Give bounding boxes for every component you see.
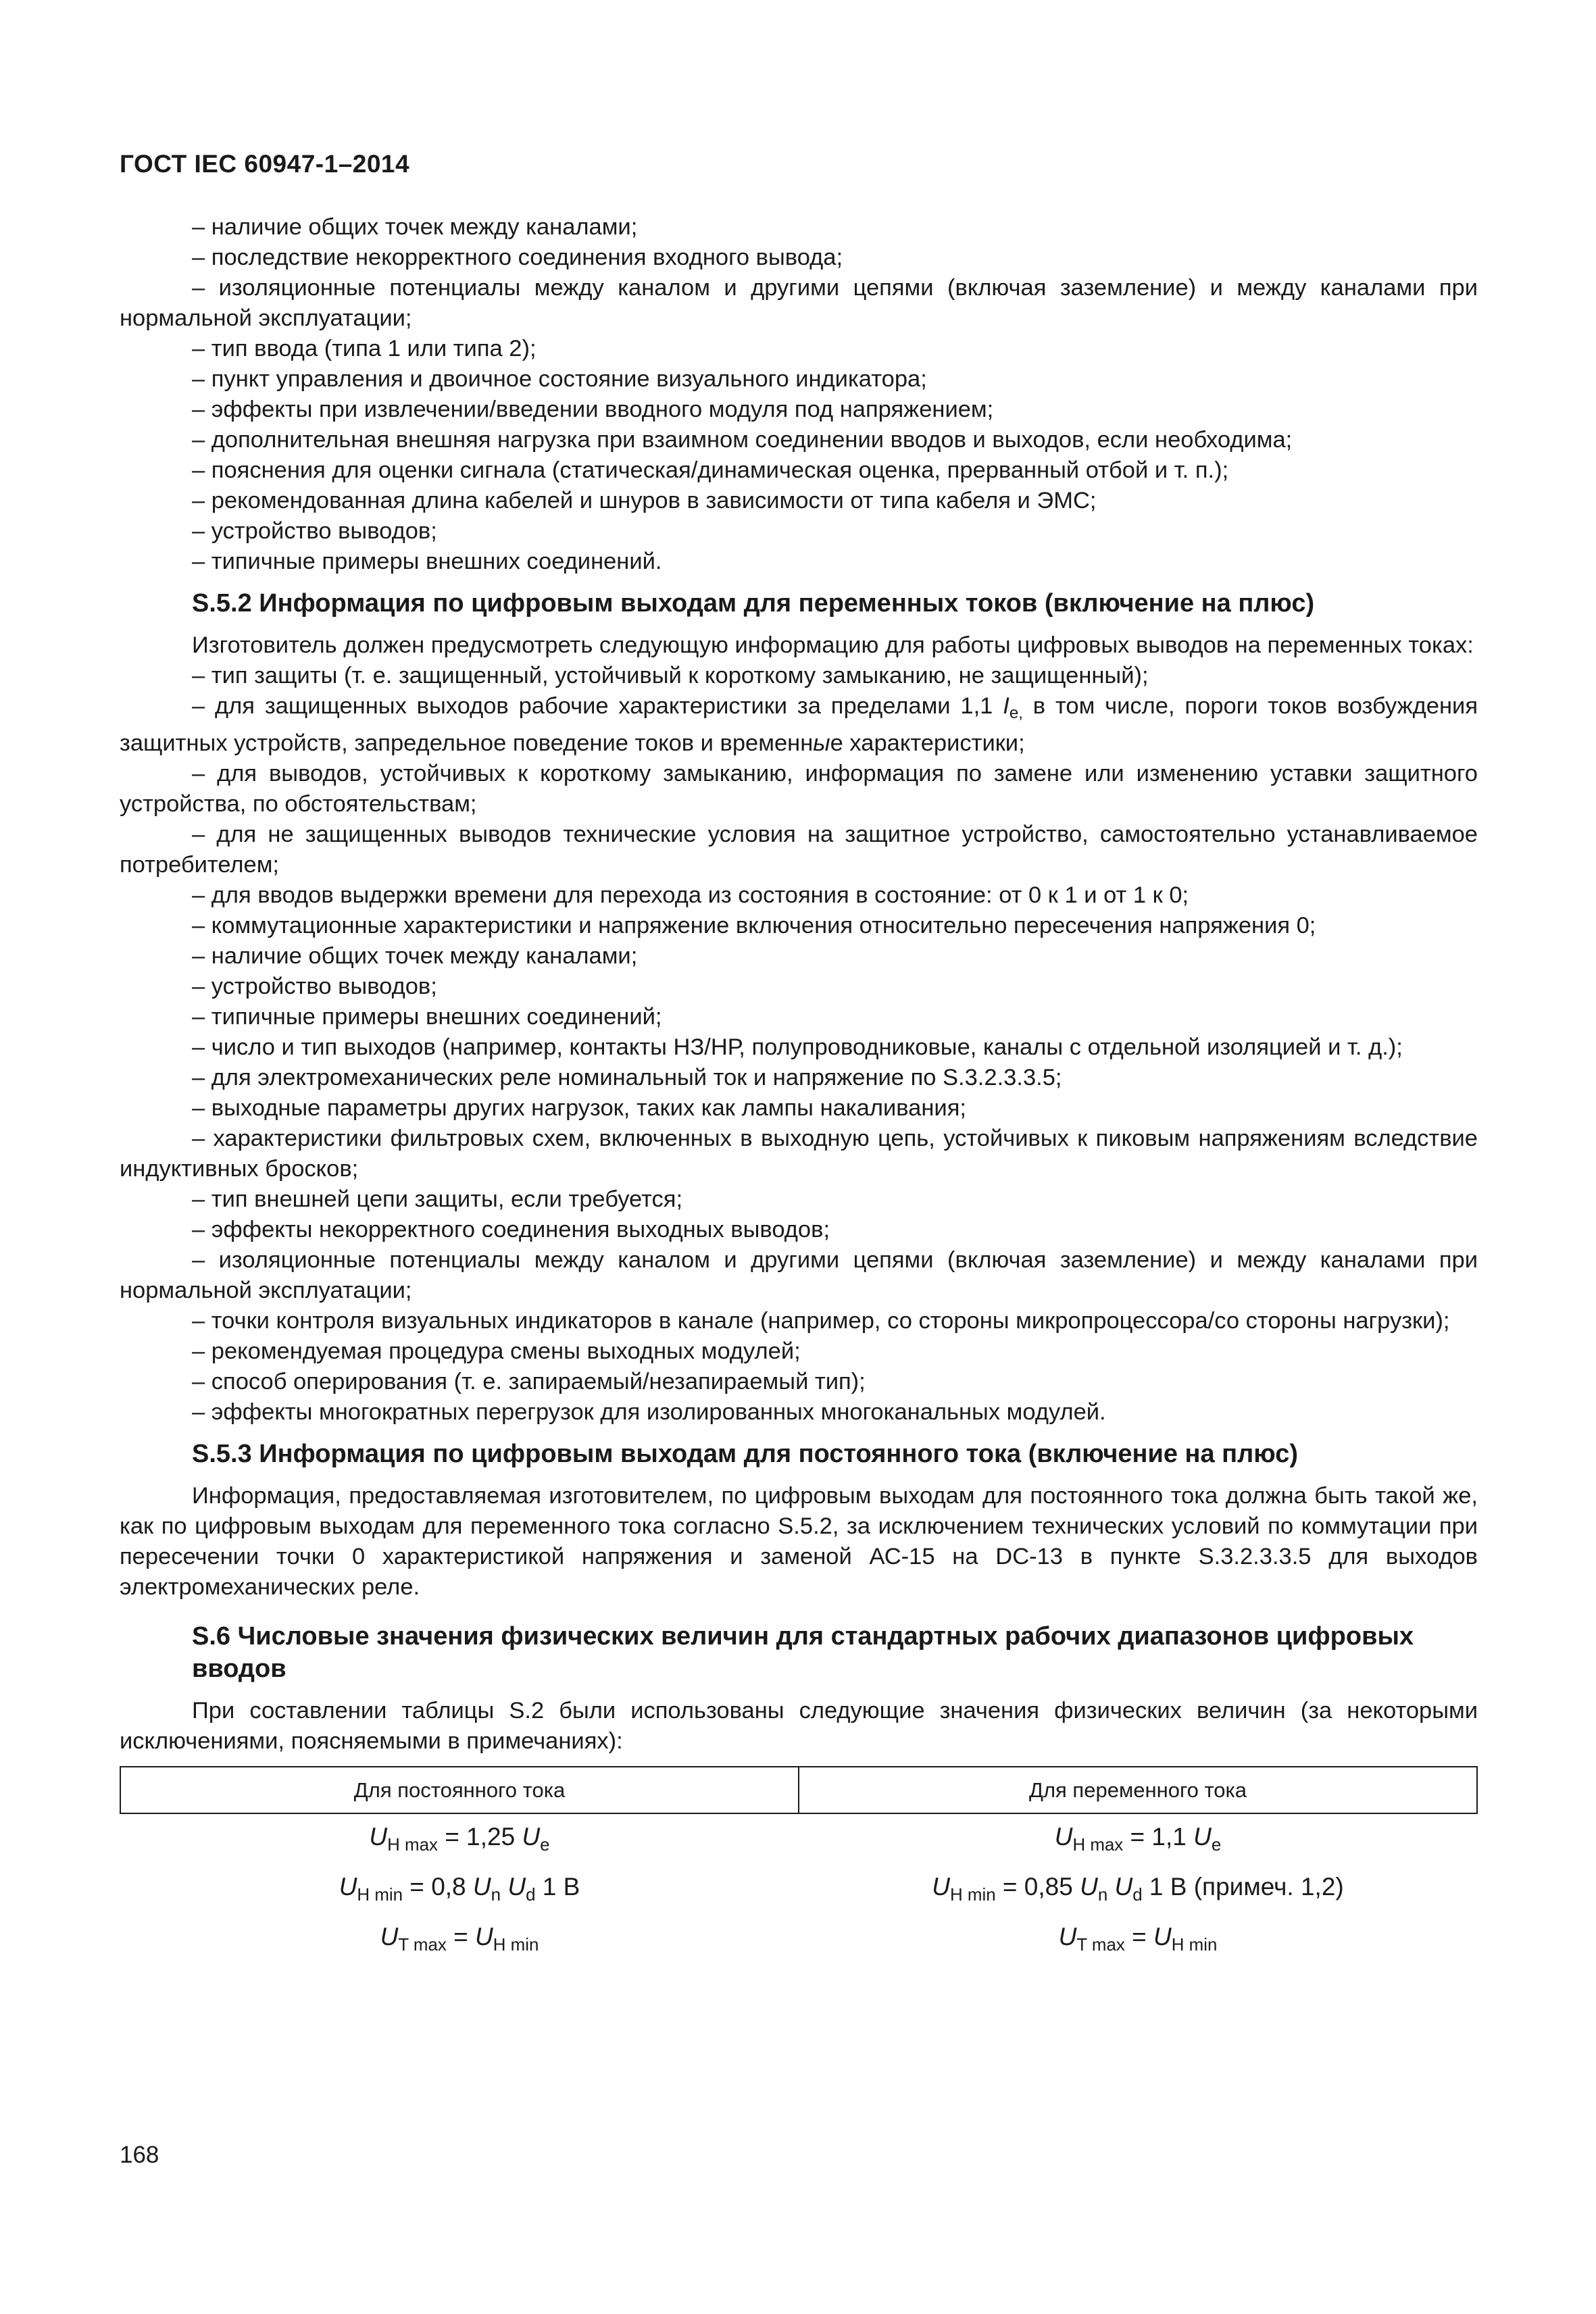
list-item: – коммутационные характеристики и напряжение включения относительно пересечения напряжения 0; — [192, 913, 1316, 939]
list-item: – устройство выводов; — [192, 974, 437, 1000]
list-item: – изоляционные потенциалы между каналом и другими цепями (включая заземление) и между каналами при нормальной эксплуатации; — [120, 275, 1478, 331]
table-row — [120, 1813, 1477, 1864]
column-header-ac: Для переменного тока — [799, 1767, 1477, 1813]
page-content — [120, 150, 1478, 1964]
section-paragraph: Информация, предоставляемая изготовителем, по цифровым выходам для постоянного тока должна быть такой же, как по цифровым выходам для переменного тока согласно S.5.2, за исключением технических условий по коммутации при пересечении точки 0 характеристикой напряжения и заменой АС-15 на DC-13 в пункте S.3.2.3.3.5 для выходов электромеханических реле. — [120, 1483, 1478, 1601]
list-item: – наличие общих точек между каналами; — [192, 943, 638, 970]
list-item: – типичные примеры внешних соединений. — [192, 549, 662, 574]
table-cell: $U_{T max} = U_{H min}$ — [1058, 1923, 1218, 1955]
list-item: – типичные примеры внешних соединений; — [192, 1004, 662, 1030]
list-item: – изоляционные потенциалы между каналом и другими цепями (включая заземление) и между каналами при нормальной эксплуатации; — [120, 1247, 1478, 1304]
document-header: ГОСТ IEC 60947-1–2014 — [120, 150, 410, 178]
column-header-dc: Для постоянного тока — [120, 1767, 799, 1813]
list-item: – эффекты при извлечении/введении вводного модуля под напряжением; — [192, 397, 994, 422]
table-cell: $U_{H max} = 1,1$ $U_e$ — [1054, 1823, 1222, 1855]
values-table — [120, 1766, 1478, 1964]
list-item: – число и тип выходов (например, контакты НЗ/НР, полупроводниковые, каналы с отдельной изоляцией и т. д.); — [192, 1034, 1403, 1061]
list-item: – рекомендованная длина кабелей и шнуров в зависимости от типа кабеля и ЭМС; — [192, 488, 1097, 513]
list-item: – наличие общих точек между каналами; — [192, 214, 638, 240]
table-cell: $U_{H min} = 0,8$ $U_n$ $U_d$ 1 В — [339, 1873, 580, 1905]
list-item: – выходные параметры других нагрузок, таких как лампы накаливания; — [192, 1095, 966, 1122]
list-item: – для электромеханических реле номинальный ток и напряжение по S.3.2.3.3.5; — [192, 1065, 1062, 1091]
list-item: – точки контроля визуальных индикаторов в канале (например, со стороны микропроцессора/со стороны нагрузки); — [192, 1308, 1450, 1334]
section-heading-s6: S.6 Числовые значения физических величин для стандартных рабочих диапазонов цифровых вводов — [192, 1622, 1414, 1684]
section-paragraph: При составлении таблицы S.2 были использованы следующие значения физических величин (за некоторыми исключениями, поясняемыми в примечаниях): — [120, 1698, 1478, 1755]
table-cell: $U_{T max} = U_{H min}$ — [380, 1923, 539, 1955]
table-cell: $U_{H max} = 1,25$ $U_e$ — [369, 1823, 550, 1855]
list-item: – способ оперирования (т. е. запираемый/незапираемый тип); — [192, 1369, 866, 1395]
list-item: – устройство выводов; — [192, 518, 437, 544]
section-heading-s553: S.5.3 Информация по цифровым выходам для постоянного тока (включение на плюс) — [192, 1440, 1298, 1469]
list-item: – для вводов выдержки времени для перехода из состояния в состояние: от 0 к 1 и от 1 к 0; — [192, 882, 1189, 909]
list-item: – характеристики фильтровых схем, включенных в выходную цепь, устойчивых к пиковым напряжениям вследствие индуктивных бросков; — [120, 1126, 1478, 1182]
list-item: – пояснения для оценки сигнала (статическая/динамическая оценка, прерванный отбой и т. п.); — [192, 457, 1229, 483]
list-item: – пункт управления и двоичное состояние визуального индикатора; — [192, 366, 927, 392]
list-item: – для выводов, устойчивых к короткому замыканию, информация по замене или изменению уставки защитного устройства, по обстоятельствам; — [120, 761, 1478, 818]
list-item: – тип ввода (типа 1 или типа 2); — [192, 336, 537, 361]
table-row — [120, 1864, 1477, 1914]
list-item: – тип защиты (т. е. защищенный, устойчивый к короткому замыканию, не защищенный); — [192, 663, 1149, 688]
table-cell: $U_{H min} = 0,85$ $U_n$ $U_d$ 1 В (примеч. 1,2) — [932, 1873, 1344, 1905]
page-number: 168 — [120, 2142, 159, 2168]
list-item: – эффекты некорректного соединения выходных выводов; — [192, 1217, 830, 1243]
list-item: – дополнительная внешняя нагрузка при взаимном соединении вводов и выходов, если необходима; — [192, 427, 1293, 453]
list-item: – эффекты многократных перегрузок для изолированных многоканальных модулей. — [192, 1399, 1106, 1426]
section-heading-s552: S.5.2 Информация по цифровым выходам для переменных токов (включение на плюс) — [192, 589, 1315, 618]
table-row — [120, 1914, 1477, 1964]
list-inputs — [120, 212, 1478, 577]
section-intro: Изготовитель должен предусмотреть следующую информацию для работы цифровых выводов на переменных токах: — [192, 632, 1474, 658]
list-item: – последствие некорректного соединения входного вывода; — [192, 245, 843, 270]
list-item: – тип внешней цепи защиты, если требуется; — [192, 1186, 683, 1213]
list-item: – рекомендуемая процедура смены выходных модулей; — [192, 1338, 801, 1365]
list-item: – для защищенных выходов рабочие характеристики за пределами 1,1 $I_{e,}$ в том числе, пороги токов возбуждения защитных устройств, запредельное поведение токов и временные характеристики; — [120, 693, 1478, 757]
list-item: – для не защищенных выводов технические условия на защитное устройство, самостоятельно устанавливаемое потребителем; — [120, 822, 1478, 878]
